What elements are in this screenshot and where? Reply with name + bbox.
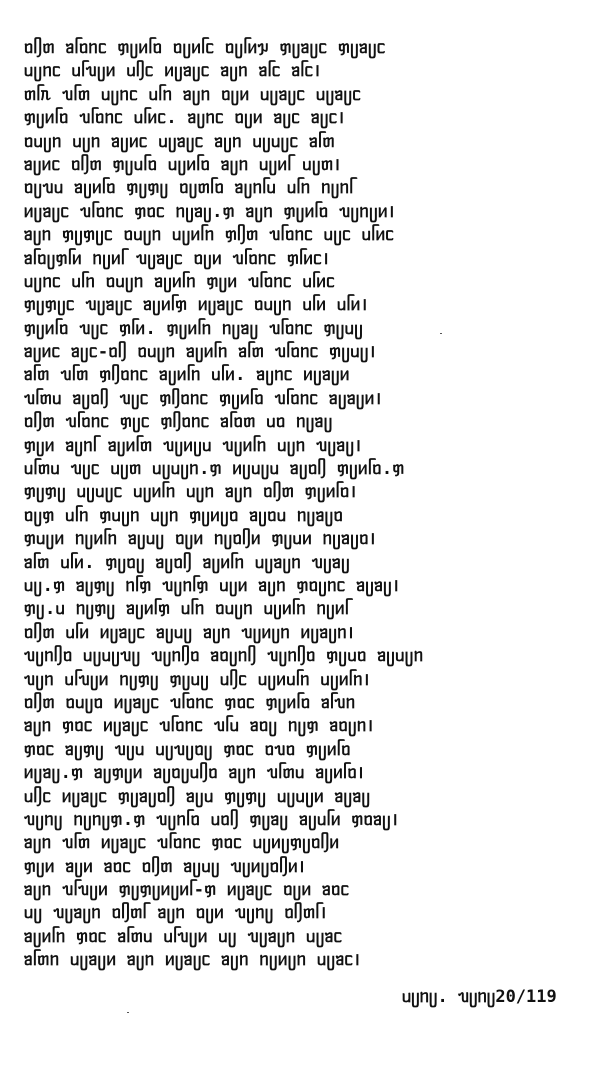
text-line: ᥑᥩᥢᥴ ᥝᥦᥖ ᥞᥩᥙᥬᥝ ᥙᥩᥢᥬᥝ ᥑᥩᥒ ᥙᥩᥢᥬ ᥙᥩᥖ। [24,154,341,175]
text-line: ᥝᥦᥖ ᥔᥬᥝᥒᥴ ᥞᥩᥴ ᥞᥦᥝᥒᥴ ᥑᥬᥝᥖ ᥙᥝ ᥒᥩᥑᥩ [24,412,333,433]
scan-speck [440,333,442,334]
text-line: ᥙᥩᥒᥴ ᥙᥬᥒ ᥝᥙᥩᥒ ᥑᥩᥢᥬᥒ ᥞᥩᥢ ᥔᥬᥝᥒᥴ ᥙᥬᥢᥴ [24,271,336,292]
text-line: ᥞᥙᥩᥢ ᥒᥩᥢᥬᥒ ᥑᥩᥙᥩ ᥝᥩᥢ ᥒᥩᥝᥦᥢ ᥞᥩᥙᥢ ᥒᥩᥑᥩᥝ। [24,529,376,550]
text-line: ᥑᥩᥢᥴ ᥑᥩᥴ-ᥝᥦ ᥝᥙᥩᥒ ᥑᥩᥢᥬᥒ ᥑᥬᥖ ᥔᥬᥝᥒᥴ ᥞᥩᥙᥩ। [24,342,376,363]
text-line: ᥝᥙᥩᥒ ᥙᥩᥒ ᥑᥩᥢᥴ ᥙᥩᥑᥩᥴ ᥑᥩᥒ ᥙᥩᥙᥩᥴ ᥑᥬᥖ [24,131,335,152]
text-line: ᥞᥩᥢᥬᥝ ᥔᥬᥝᥒᥴ ᥙᥬᥢᥴ. ᥑᥩᥒᥴ ᥝᥩᥢ ᥑᥩᥴ ᥑᥩᥴ। [24,108,345,129]
text-line: ᥑᥩᥢᥬᥒ ᥞᥝᥴ ᥑᥬᥖᥙ ᥙᥬᥔᥩᥢ ᥙᥩ ᥔᥩᥑᥩᥒ ᥙᥩᥑᥴ [24,926,343,947]
text-line: ᥙᥩᥒᥴ ᥙᥬᥔᥩᥢ ᥙᥦᥴ ᥢᥩᥑᥩᥴ ᥑᥩᥒ ᥑᥬᥴ ᥑᥬᥴ। [24,61,321,82]
text-line: ᥞᥩᥢ ᥑᥩᥢ ᥑᥝᥴ ᥝᥦᥖ ᥑᥩᥙᥩ ᥔᥩᥢᥩᥝᥦᥢ। [24,856,305,877]
body-text [24,37,580,973]
text-line: ᥞᥩ.ᥙ ᥒᥩᥞᥩ ᥑᥩᥢᥬᥞ ᥙᥬᥒ ᥝᥙᥩᥒ ᥙᥩᥢᥬᥒ ᥒᥩᥢᥬ [24,599,350,620]
page-reference: ᥙᥩᥒᥩ. ᥔᥩᥒᥩ20/119 [402,987,557,1007]
text-line: ᥑᥬᥖ ᥙᥬᥢ. ᥞᥩᥝᥩ ᥑᥩᥝᥦ ᥑᥩᥢᥬᥒ ᥙᥩᥑᥩᥒ ᥔᥩᥑᥩ [24,552,351,573]
text-line: ᥙᥦᥴ ᥢᥩᥑᥩᥴ ᥞᥩᥑᥩᥝᥦ ᥑᥩᥙ ᥞᥩᥞᥩ ᥙᥩᥙᥩᥢ ᥑᥩᥑᥩ [24,786,371,807]
text-line: ᥢᥩᥑᥩᥴ ᥔᥬᥝᥒᥴ ᥞᥝᥴ ᥒᥩᥑᥩ.ᥞ ᥑᥩᥒ ᥞᥩᥢᥬᥝ ᥔᥩᥒᥩᥢ। [24,201,395,222]
text-line: ᥑᥩᥒ ᥞᥩᥞᥩᥴ ᥝᥙᥩᥒ ᥙᥩᥢᥬᥒ ᥞᥦᥖ ᥔᥬᥝᥒᥴ ᥙᥩᥴ ᥙᥬᥢᥴ [24,225,395,246]
text-line: ᥙᥬᥖᥙ ᥔᥩᥴ ᥙᥩᥖ ᥙᥩᥙᥩᥒ.ᥞ ᥢᥩᥙᥩᥙ ᥑᥩᥝᥦ ᥞᥩᥢᥬᥝ.ᥞ [24,459,405,480]
text-line: ᥑᥬᥝᥩᥞᥬᥢ ᥒᥩᥢᥬ ᥔᥩᥑᥩᥴ ᥝᥩᥢ ᥔᥬᥝᥒᥴ ᥞᥬᥢᥴ। [24,248,330,269]
text-line: ᥝᥦᥖ ᥑᥬᥝᥒᥴ ᥞᥩᥢᥬᥝ ᥝᥩᥢᥬᥴ ᥝᥩᥬᥢᥭ ᥞᥩᥑᥩᥴ ᥞᥩᥑᥩᥴ [24,38,386,58]
text-line: ᥔᥩᥒ ᥙᥬᥔᥩᥢ ᥒᥩᥞᥩ ᥞᥩᥙᥩ ᥙᥦᥴ ᥙᥩᥢᥙᥬᥒ ᥙᥩᥢᥬᥒ। [24,669,370,690]
text-line: ᥞᥩᥞᥩᥴ ᥔᥩᥑᥩᥴ ᥑᥩᥢᥬᥞ ᥢᥩᥑᥩᥴ ᥝᥙᥩᥒ ᥙᥬᥢ ᥙᥬᥢ। [24,295,368,316]
text-line: ᥔᥬᥖᥙ ᥑᥩᥝᥦ ᥔᥩᥴ ᥞᥦᥝᥒᥴ ᥞᥩᥢᥬᥝ ᥔᥬᥝᥒᥴ ᥑᥩᥑᥩᥢ। [24,388,382,409]
text-line: ᥝᥩᥞ ᥙᥬᥒ ᥞᥙᥩᥒ ᥙᥩᥒ ᥞᥩᥢᥩᥝ ᥑᥩᥝᥙ ᥒᥩᥑᥩᥝ [24,505,344,526]
text-line: ᥞᥝᥴ ᥑᥩᥞᥩ ᥔᥩᥙ ᥙᥩᥔᥩᥝᥩ ᥞᥝᥴ ᥝᥔᥝ ᥞᥩᥢᥬᥝ [24,739,351,760]
text-line: ᥙᥩ.ᥞ ᥑᥩᥞᥩ ᥒᥬᥞ ᥔᥩᥒᥬᥞ ᥙᥩᥢ ᥑᥩᥒ ᥞᥝᥩᥒᥴ ᥑᥩᥑᥩ। [24,575,400,596]
text-line: ᥝᥦᥖ ᥝᥙᥩᥝ ᥢᥩᥑᥩᥴ ᥔᥬᥝᥒᥴ ᥞᥝᥴ ᥞᥩᥢᥬᥝ ᥑᥬᥔᥒ [24,692,356,713]
text-line: ᥝᥦᥖ ᥙᥬᥢ ᥢᥩᥑᥩᥴ ᥑᥩᥙᥩ ᥑᥩᥒ ᥔᥩᥢᥩᥒ ᥢᥩᥑᥩᥒ। [24,622,354,643]
text-line: ᥞᥩᥞᥩ ᥙᥩᥙᥩᥴ ᥙᥩᥢᥬᥒ ᥙᥩᥒ ᥑᥩᥒ ᥝᥦᥖ ᥞᥩᥢᥬᥝ। [24,482,357,503]
text-line: ᥑᥬᥖ ᥔᥬᥖ ᥞᥦᥝᥒᥴ ᥑᥩᥢᥬᥒ ᥙᥬᥢ. ᥑᥩᥒᥴ ᥢᥩᥑᥩᥢ [24,365,350,386]
text-line: ᥝᥩᥔᥙ ᥑᥩᥢᥬᥝ ᥞᥩᥞᥩ ᥝᥩᥖᥬᥝ ᥑᥩᥒᥬᥙ ᥙᥬᥒ ᥒᥩᥒᥬ [24,178,354,199]
text-line: ᥑᥩᥒ ᥔᥬᥔᥩᥢ ᥞᥩᥞᥩᥢᥩᥢᥬ-ᥞ ᥢᥩᥑᥩᥴ ᥝᥩᥢ ᥑᥝᥴ [24,880,350,901]
text-line: ᥑᥩᥒ ᥞᥝᥴ ᥢᥩᥑᥩᥴ ᥔᥬᥝᥒᥴ ᥔᥬᥙ ᥑᥝᥩ ᥒᥩᥞ ᥑᥝᥩᥒ। [24,716,374,737]
text-line: ᥙᥩ ᥔᥩᥑᥩᥒ ᥝᥦᥖᥬ ᥑᥩᥒ ᥝᥩᥢ ᥔᥩᥒᥩ ᥝᥦᥖᥬ। [24,903,327,924]
text-line: ᥞᥩᥢ ᥑᥩᥒᥬ ᥑᥩᥢᥬᥖ ᥔᥩᥢᥩᥙ ᥔᥩᥢᥬᥒ ᥙᥩᥒ ᥔᥩᥑᥩ। [24,435,362,456]
text-line: ᥔᥩᥒᥦᥝ ᥙᥩᥙᥩᥔᥩ ᥔᥩᥒᥦᥝ ᥑᥝᥩᥒᥦ ᥔᥩᥒᥦᥝ ᥞᥩᥙᥝ ᥑᥩᥙᥩᥒ [24,646,424,667]
text-line: ᥑᥬᥖᥒ ᥙᥩᥑᥩᥢ ᥑᥩᥒ ᥢᥩᥑᥩᥴ ᥑᥩᥒ ᥒᥩᥢᥩᥒ ᥙᥩᥑᥴ। [24,950,361,971]
text-line: ᥖᥬᥰ ᥔᥬᥖ ᥙᥩᥒᥴ ᥙᥬᥒ ᥑᥩᥒ ᥝᥩᥢ ᥙᥩᥑᥩᥴ ᥙᥩᥑᥩᥴ [24,84,362,105]
text-line: ᥔᥩᥒᥩ ᥒᥩᥒᥩᥞ.ᥞ ᥔᥩᥒᥬᥝ ᥙᥝᥦ ᥞᥩᥑᥩ ᥑᥩᥙᥬᥢ ᥞᥝᥑᥩ। [24,809,399,830]
scan-speck [127,1012,129,1013]
text-line: ᥢᥩᥑᥩ.ᥞ ᥑᥩᥞᥩᥢ ᥑᥩᥝᥩᥙᥦᥝ ᥑᥩᥒ ᥔᥬᥖᥙ ᥑᥩᥢᥬᥝ। [24,763,364,784]
text-line: ᥑᥩᥒ ᥔᥬᥖ ᥢᥩᥑᥩᥴ ᥔᥬᥝᥒᥴ ᥞᥝᥴ ᥙᥩᥢᥩᥞᥩᥝᥦᥢ [24,833,340,854]
text-line: ᥞᥩᥢᥬᥝ ᥔᥩᥴ ᥞᥬᥢ. ᥞᥩᥢᥬᥒ ᥒᥩᥑᥩ ᥔᥬᥝᥒᥴ ᥞᥩᥙᥩ [24,318,364,339]
